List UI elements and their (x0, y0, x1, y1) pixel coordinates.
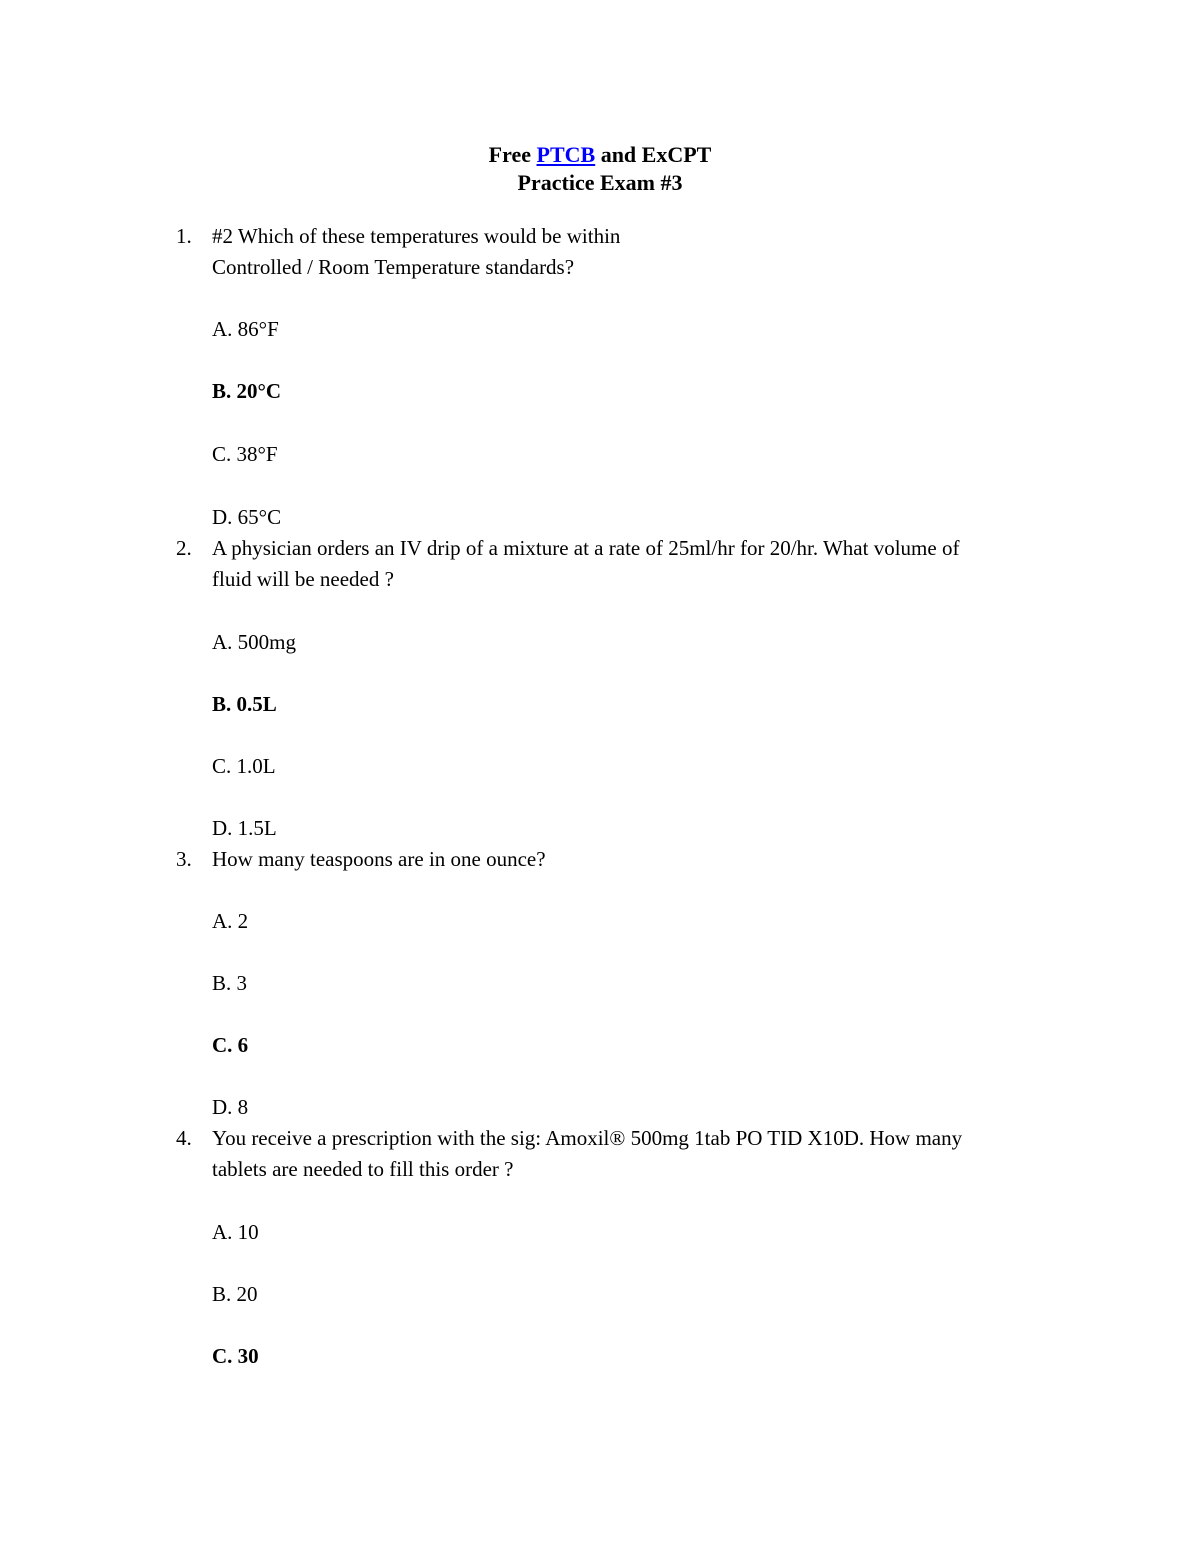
question-text (212, 844, 1072, 875)
question-number: 4. (176, 1126, 192, 1150)
question-text-line: How many teaspoons are in one ounce? (212, 847, 546, 871)
answer-option-b: B. 3 (212, 971, 248, 995)
title-prefix: Free (488, 142, 537, 167)
answer-option-c-correct: C. 6 (212, 1033, 249, 1057)
question-text-line: You receive a prescription with the sig: Amoxil® 500mg 1tab PO TID X10D. How many (212, 1126, 963, 1150)
answer-option-c: C. 1.0L (212, 754, 276, 778)
answer-option-c-correct: C. 30 (212, 1344, 259, 1368)
question-text-line: A physician orders an IV drip of a mixture at a rate of 25ml/hr for 20/hr. What volume of (212, 536, 960, 560)
answer-option-b: B. 20 (212, 1282, 258, 1306)
question-text-line: #2 Which of these temperatures would be within (212, 224, 621, 248)
question-number: 3. (176, 847, 192, 871)
question-text (212, 221, 1072, 283)
answer-option-d: D. 8 (212, 1095, 249, 1119)
ptcb-link[interactable]: PTCB (536, 142, 596, 167)
answer-option-b-correct: B. 20°C (212, 379, 282, 403)
question-text (212, 1123, 1072, 1185)
answer-option-a: A. 86°F (212, 317, 279, 341)
document-title (0, 141, 1200, 197)
answer-option-d: D. 65°C (212, 505, 282, 529)
answer-option-a: A. 10 (212, 1220, 259, 1244)
question-text (212, 533, 1072, 595)
answer-option-d: D. 1.5L (212, 816, 277, 840)
answer-option-a: A. 2 (212, 909, 249, 933)
question-number: 1. (176, 224, 192, 248)
title-line-1 (0, 141, 1200, 169)
answer-option-c: C. 38°F (212, 442, 278, 466)
question-text-line: fluid will be needed ? (212, 567, 394, 591)
question-text-line: tablets are needed to fill this order ? (212, 1157, 514, 1181)
title-suffix: and ExCPT (595, 142, 712, 167)
title-line-2: Practice Exam #3 (517, 170, 683, 195)
answer-option-b-correct: B. 0.5L (212, 692, 277, 716)
question-number: 2. (176, 536, 192, 560)
answer-option-a: A. 500mg (212, 630, 296, 654)
question-text-line: Controlled / Room Temperature standards? (212, 255, 575, 279)
